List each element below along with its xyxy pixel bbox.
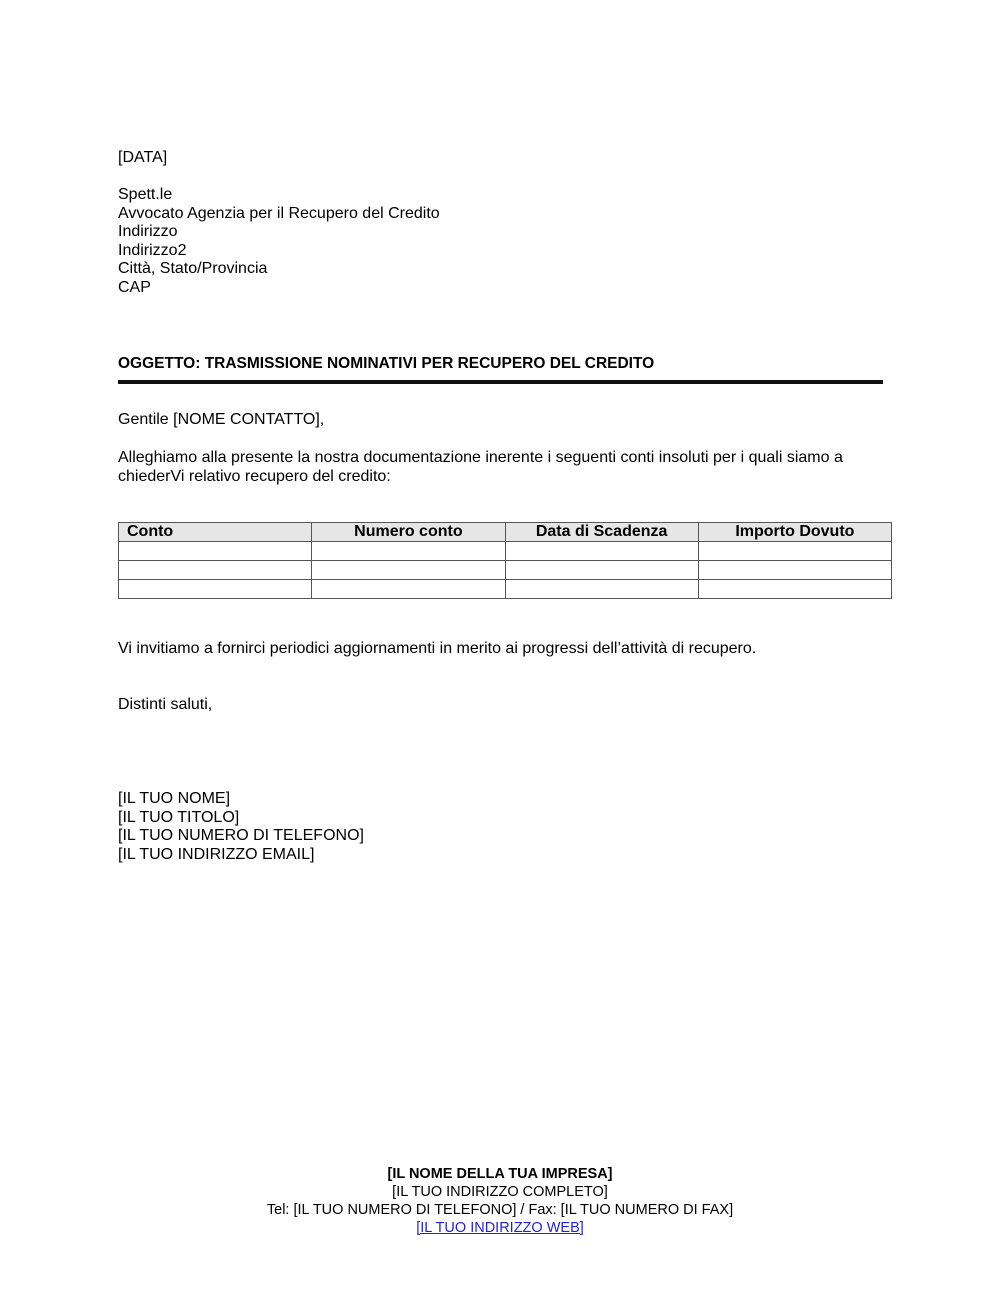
column-header-conto: Conto — [119, 523, 312, 542]
table-cell — [505, 561, 698, 580]
signature-title: [IL TUO TITOLO] — [118, 808, 240, 826]
table-cell — [698, 580, 891, 599]
body-paragraph-1 — [118, 449, 843, 486]
recipient-line: Spett.le — [118, 186, 173, 203]
body-paragraph-1-line: Alleghiamo alla presente la nostra documentazione inerente i seguenti conti insoluti per i quali siamo a — [118, 449, 843, 466]
table-cell — [505, 580, 698, 599]
recipient-line: Avvocato Agenzia per il Recupero del Credito — [118, 204, 440, 222]
column-header-data-scadenza: Data di Scadenza — [505, 523, 698, 542]
recipient-line: Città, Stato/Provincia — [118, 260, 268, 277]
recipient-line: Indirizzo2 — [118, 241, 187, 259]
footer-website-link[interactable]: [IL TUO INDIRIZZO WEB] — [416, 1220, 584, 1236]
table-cell — [119, 542, 312, 561]
table-row — [119, 542, 892, 561]
body-paragraph-2: Vi invitiamo a fornirci periodici aggiornamenti in merito ai progressi dell’attività di recupero. — [118, 640, 757, 657]
table-cell — [312, 561, 505, 580]
signature-block — [118, 790, 364, 864]
signature-phone: [IL TUO NUMERO DI TELEFONO] — [118, 827, 364, 844]
table-cell — [505, 542, 698, 561]
footer-contacts: Tel: [IL TUO NUMERO DI TELEFONO] / Fax: [IL TUO NUMERO DI FAX] — [266, 1202, 734, 1218]
subject-line: OGGETTO: TRASMISSIONE NOMINATIVI PER RECUPERO DEL CREDITO — [118, 355, 655, 372]
table-header-row — [119, 523, 892, 542]
signature-email: [IL TUO INDIRIZZO EMAIL] — [118, 845, 315, 863]
table-row — [119, 561, 892, 580]
footer-address: [IL TUO INDIRIZZO COMPLETO] — [392, 1184, 608, 1200]
subject-divider — [118, 380, 883, 384]
table-cell — [698, 561, 891, 580]
closing: Distinti saluti, — [118, 696, 213, 713]
signature-name: [IL TUO NOME] — [118, 790, 231, 807]
accounts-table — [118, 522, 892, 599]
greeting: Gentile [NOME CONTATTO], — [118, 411, 325, 428]
column-header-importo-dovuto: Importo Dovuto — [698, 523, 891, 542]
letter-date: [DATA] — [118, 149, 168, 166]
table-cell — [312, 580, 505, 599]
recipient-address — [118, 186, 440, 297]
body-paragraph-1-line: chiederVi relativo recupero del credito: — [118, 467, 391, 485]
footer-company-name: [IL NOME DELLA TUA IMPRESA] — [387, 1166, 613, 1182]
recipient-line: Indirizzo — [118, 223, 178, 240]
table-cell — [698, 542, 891, 561]
column-header-numero-conto: Numero conto — [312, 523, 505, 542]
recipient-line: CAP — [118, 278, 151, 296]
letterhead-footer — [0, 1165, 1000, 1237]
table-row — [119, 580, 892, 599]
table-cell — [312, 542, 505, 561]
table-cell — [119, 580, 312, 599]
table-cell — [119, 561, 312, 580]
